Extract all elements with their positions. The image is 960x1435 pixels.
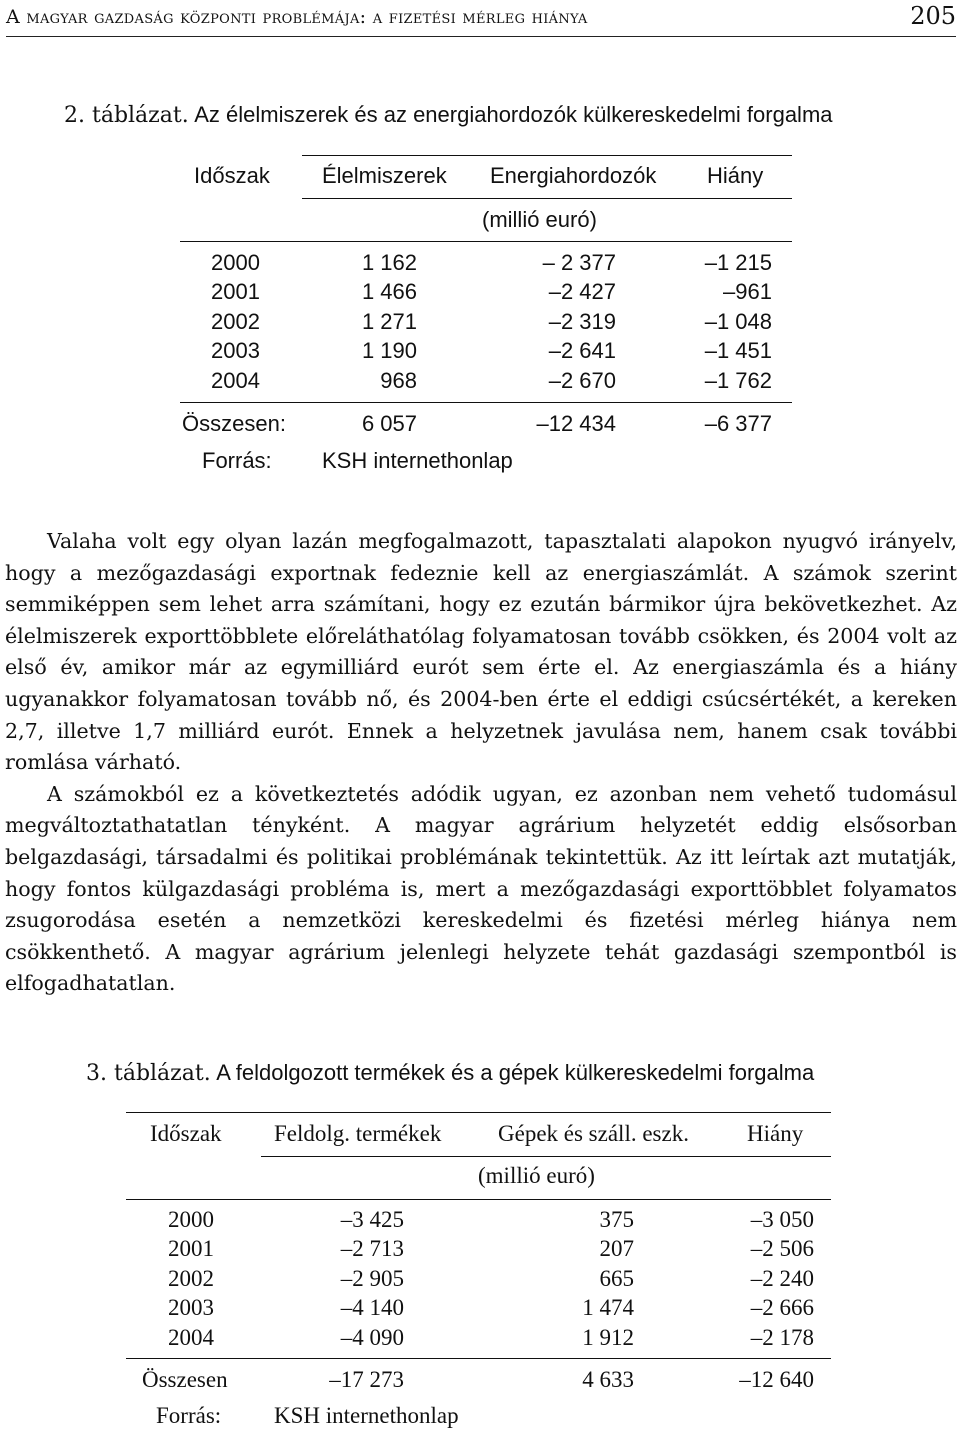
table2-cell: 2002 [211, 309, 260, 334]
table-row [180, 279, 792, 307]
table3-source-label: Forrás: [156, 1403, 222, 1428]
table2-total-rule [180, 402, 792, 403]
table3-header-row [126, 1121, 831, 1149]
table2-total-cell: 6 057 [361, 411, 417, 436]
table3-cell: –2 506 [750, 1236, 814, 1261]
page-number: 205 [910, 2, 956, 30]
table3-total-row [126, 1367, 831, 1395]
table2-cell: –1 762 [704, 368, 772, 393]
table3-cell: –4 140 [340, 1295, 404, 1320]
table3-title: A feldolgozott termékek és a gépek külkereskedelmi forgalma [216, 1060, 815, 1085]
table2-source-row [180, 448, 792, 476]
table2-label: 2. táblázat. [64, 103, 189, 128]
table2-total-cell: –6 377 [704, 411, 772, 436]
table-row [180, 368, 792, 396]
table3-cell: 1 474 [582, 1295, 634, 1320]
table3-cell: 1 912 [582, 1325, 634, 1350]
table3-total-rule [126, 1358, 831, 1359]
table3-cell: 2002 [168, 1266, 214, 1291]
table2-col-food: Élelmiszerek [322, 163, 447, 188]
table2-cell: –1 451 [704, 338, 772, 363]
table3-col-period: Időszak [150, 1121, 222, 1146]
table3-cell: –2 713 [340, 1236, 404, 1261]
table2-source-value: KSH internethonlap [322, 448, 513, 473]
table-row [180, 338, 792, 366]
table-row [126, 1295, 831, 1323]
table2-cell: –2 641 [548, 338, 616, 363]
table2-cell: 1 190 [361, 338, 417, 363]
table2-cell: 2001 [211, 279, 260, 304]
table2-caption [64, 102, 833, 128]
table2-total-row [180, 411, 792, 439]
table3-cell: –2 178 [750, 1325, 814, 1350]
table3-cell: –2 240 [750, 1266, 814, 1291]
table2-cell: – 2 377 [542, 250, 616, 275]
table3-cell: 207 [599, 1236, 634, 1261]
table2-header-row [180, 163, 792, 191]
table2-top-rule [302, 155, 792, 156]
table3-cell: –2 905 [340, 1266, 404, 1291]
table2-total-label: Összesen: [182, 411, 286, 436]
table2-title: Az élelmiszerek és az energiahordozók külkereskedelmi forgalma [194, 102, 833, 127]
table3-cell: 2001 [168, 1236, 214, 1261]
table2-cell: 1 466 [361, 279, 417, 304]
table3-label: 3. táblázat. [86, 1061, 211, 1086]
table-row [180, 309, 792, 337]
header-rule [6, 36, 956, 37]
table3-cell: 2003 [168, 1295, 214, 1320]
table2-cell: 1 271 [361, 309, 417, 334]
table3-source-row [126, 1403, 831, 1431]
table-row [126, 1325, 831, 1353]
table3-total-cell: –12 640 [739, 1367, 814, 1392]
table3-cell: –3 425 [340, 1207, 404, 1232]
table3-top-rule [126, 1112, 831, 1113]
table3-cell: –2 666 [750, 1295, 814, 1320]
table2-cell: –1 048 [704, 309, 772, 334]
table2-mid-rule [302, 198, 792, 199]
table-row [126, 1207, 831, 1235]
table3-total-cell: 4 633 [582, 1367, 634, 1392]
table2-col-energy: Energiahordozók [490, 163, 657, 188]
table3-caption [86, 1060, 814, 1086]
table3-cell: –3 050 [750, 1207, 814, 1232]
paragraph: Valaha volt egy olyan lazán megfogalmazott, tapasztalati alapokon nyugvó irányelv, hogy a mezőgazdasági exportnak fedeznie kell az energiaszámlát. A számok szerint semmiképpen sem lehet arra számítani, hogy ez ezután bármikor újra bekövetkezhet. Az élelmiszerek exporttöbblete előreláthatólag folyamatosan tovább csökken, és 2004 volt az első év, amikor már az egymilliárd eurót sem érte el. Az energiaszámla és a hiány ugyanakkor folyamatosan tovább nő, és 2004-ben érte el eddigi csúcsértékét, a kereken 2,7, illetve 1,7 milliárd eurót. Ennek a helyzetnek javulása nem, hanem csak további romlása várható. [5, 529, 957, 775]
table3-col-processed: Feldolg. termékek [274, 1121, 442, 1146]
table3-col-deficit: Hiány [747, 1121, 804, 1146]
table-row [126, 1266, 831, 1294]
table2-total-cell: –12 434 [536, 411, 616, 436]
table2-col-period: Időszak [194, 163, 270, 188]
table2-cell: 2003 [211, 338, 260, 363]
table2-col-deficit: Hiány [707, 163, 764, 188]
table2-cell: 968 [380, 368, 417, 393]
running-header [6, 2, 956, 36]
table2-cell: 2000 [211, 250, 260, 275]
table2-cell: –2 319 [548, 309, 616, 334]
table3-mid-rule [261, 1156, 831, 1157]
table2-head-bottom-rule [180, 241, 792, 242]
table3-cell: 665 [599, 1266, 634, 1291]
paragraph: A számokból ez a következtetés adódik ugyan, ez azonban nem vehető tudomásul megváltoztathatatlan tényként. A magyar agrárium helyzetét eddig elsősorban belgazdasági, társadalmi és politikai problémának tekintettük. Az itt leírtak azt mutatják, hogy fontos külgazdasági probléma is, mert a mezőgazdasági exporttöbblet folyamatos zsugorodása esetén a nemzetközi kereskedelmi és fizetési mérleg hiánya nem csökkenthető. A magyar agrárium jelenlegi helyzete tehát gazdasági szempontból is elfogadhatatlan. [5, 781, 957, 996]
body-text [5, 526, 957, 1000]
table2-cell: –961 [723, 279, 772, 304]
table-row [180, 250, 792, 278]
table3-total-cell: –17 273 [329, 1367, 404, 1392]
table2-cell: –2 670 [548, 368, 616, 393]
table3-total-label: Összesen [142, 1367, 228, 1392]
table3-cell: –4 090 [340, 1325, 404, 1350]
table2 [180, 155, 792, 475]
table2-unit-row [180, 207, 792, 235]
table3-source-value: KSH internethonlap [274, 1403, 459, 1428]
table-row [126, 1236, 831, 1264]
table2-cell: –1 215 [704, 250, 772, 275]
table3-cell: 2004 [168, 1325, 214, 1350]
table3 [126, 1112, 831, 1434]
table3-col-machinery: Gépek és száll. eszk. [498, 1121, 689, 1146]
table2-cell: 2004 [211, 368, 260, 393]
table3-unit-row [126, 1163, 831, 1191]
table3-unit: (millió euró) [478, 1163, 595, 1188]
table2-cell: –2 427 [548, 279, 616, 304]
table3-cell: 2000 [168, 1207, 214, 1232]
table2-source-label: Forrás: [202, 448, 272, 473]
table3-cell: 375 [599, 1207, 634, 1232]
running-title: A magyar gazdaság központi problémája: a fizetési mérleg hiánya [6, 6, 588, 28]
table2-cell: 1 162 [361, 250, 417, 275]
table3-head-bottom-rule [126, 1199, 831, 1200]
table2-unit: (millió euró) [482, 207, 597, 232]
